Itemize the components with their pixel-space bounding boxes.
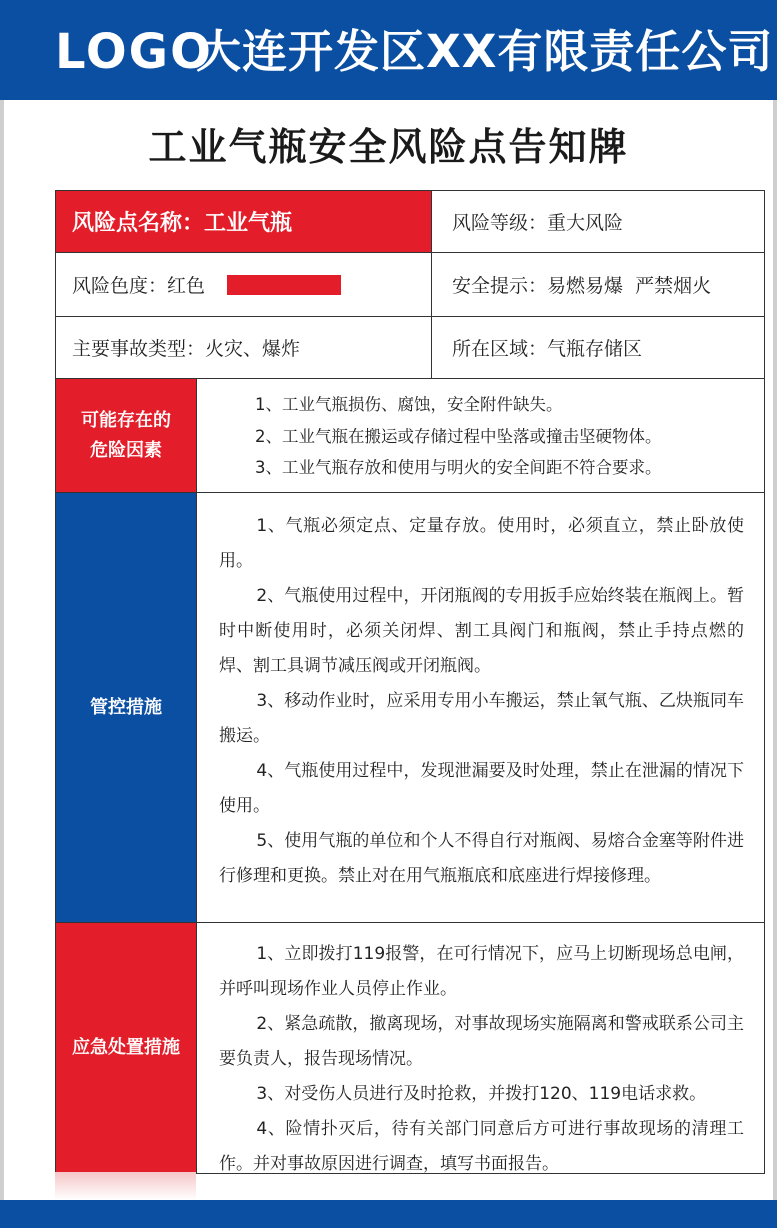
emergency-item: 3、对受伤人员进行及时抢救，并拨打120、119电话求救。 xyxy=(256,1084,707,1104)
label-shadow xyxy=(55,1172,196,1200)
hazard-item: 3、工业气瓶存放和使用与明火的安全间距不符合要求。 xyxy=(255,458,662,477)
accident-type: 主要事故类型：火灾、爆炸 xyxy=(56,317,432,378)
emergency-item: 4、险情扑灭后，待有关部门同意后方可进行事故现场的清理工作。并对事故原因进行调查，填写书面报告。 xyxy=(219,1119,744,1174)
hazards-label-line2: 危险因素 xyxy=(90,439,162,461)
left-edge-line xyxy=(0,100,4,1200)
footer-bar xyxy=(0,1200,777,1228)
hazard-item: 1、工业气瓶损伤、腐蚀，安全附件缺失。 xyxy=(255,395,563,414)
hazards-label xyxy=(56,379,197,492)
measure-item: 1、气瓶必须定点、定量存放。使用时，必须直立，禁止卧放使用。 xyxy=(219,516,744,571)
safety-tip: 安全提示：易燃易爆 严禁烟火 xyxy=(452,275,712,297)
info-row-2 xyxy=(56,253,764,317)
logo: LOGO xyxy=(55,24,213,80)
emergency-section xyxy=(56,923,764,1173)
risk-table xyxy=(55,190,765,1174)
emergency-label: 应急处置措施 xyxy=(56,923,197,1173)
hazards-section xyxy=(56,379,764,493)
hazards-label-line1: 可能存在的 xyxy=(81,409,171,431)
emergency-content xyxy=(197,923,764,1173)
right-edge-line xyxy=(773,100,777,1200)
risk-point-name: 风险点名称：工业气瓶 xyxy=(56,191,432,252)
measures-section xyxy=(56,493,764,923)
measure-item: 2、气瓶使用过程中，开闭瓶阀的专用扳手应始终装在瓶阀上。暂时中断使用时，必须关闭焊、割工具阀门和瓶阀，禁止手持点燃的焊、割工具调节减压阀或开闭瓶阀。 xyxy=(219,586,744,676)
emergency-item: 2、紧急疏散，撤离现场，对事故现场实施隔离和警戒联系公司主要负责人，报告现场情况。 xyxy=(219,1014,744,1069)
measure-item: 3、移动作业时，应采用专用小车搬运，禁止氧气瓶、乙炔瓶同车搬运。 xyxy=(219,691,744,746)
measure-item: 5、使用气瓶的单位和个人不得自行对瓶阀、易熔合金塞等附件进行修理和更换。禁止对在用气瓶瓶底和底座进行焊接修理。 xyxy=(219,831,744,886)
company-name: 大连开发区XX有限责任公司 xyxy=(196,25,774,78)
measures-content xyxy=(197,493,764,922)
sign-title: 工业气瓶安全风险点告知牌 xyxy=(148,124,629,169)
risk-color: 风险色度：红色 xyxy=(72,275,206,297)
risk-color-cell xyxy=(56,253,432,316)
risk-level: 风险等级：重大风险 xyxy=(452,212,624,234)
emergency-item: 1、立即拨打119报警，在可行情况下，应马上切断现场总电闸，并呼叫现场作业人员停止作业。 xyxy=(219,944,744,999)
area: 所在区域：气瓶存储区 xyxy=(452,338,643,360)
company-header xyxy=(0,0,777,100)
info-row-1 xyxy=(56,191,764,253)
measures-label: 管控措施 xyxy=(56,493,197,922)
hazards-content xyxy=(197,379,764,492)
measure-item: 4、气瓶使用过程中，发现泄漏要及时处理，禁止在泄漏的情况下使用。 xyxy=(219,761,744,816)
risk-color-swatch xyxy=(227,275,341,295)
hazard-item: 2、工业气瓶在搬运或存储过程中坠落或撞击坚硬物体。 xyxy=(255,426,662,446)
info-row-3 xyxy=(56,317,764,379)
